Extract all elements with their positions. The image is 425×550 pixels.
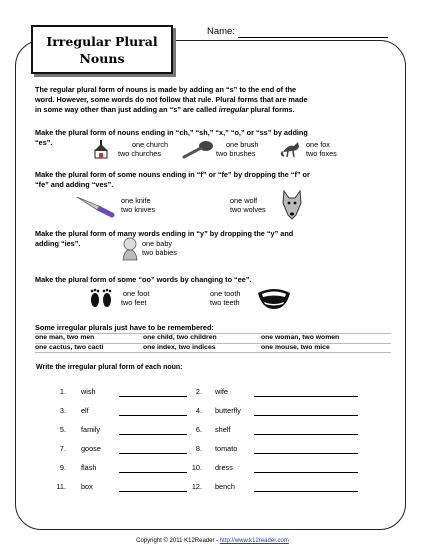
title-line-1: Irregular Plural — [46, 34, 158, 49]
rule-4-text: Make the plural form of some “oo” words by changing to “ee”. — [35, 275, 252, 284]
rule-2-text: Make the plural form of some nouns ending in “f” or “fe” by dropping the “f” or “fe” and adding “ves”. — [35, 170, 310, 189]
answer-blank[interactable] — [119, 491, 187, 492]
question-word: butterfly — [215, 406, 241, 415]
table-row: one man, two men one child, two children one woman, two women — [35, 333, 391, 343]
fox-icon — [280, 138, 302, 158]
question-number: 7. — [59, 444, 66, 453]
brush-icon — [182, 139, 214, 159]
intro-line-3: in some way other than just adding an “s” are called irregular plural forms. — [35, 105, 295, 114]
footer — [0, 538, 425, 544]
question-word: wish — [81, 387, 96, 396]
baby-icon — [120, 237, 140, 261]
answer-blank[interactable] — [254, 453, 358, 454]
answer-blank[interactable] — [119, 434, 187, 435]
question-word: dress — [215, 463, 233, 472]
intro-paragraph — [35, 85, 395, 115]
rule-1-text: Make the plural form of nouns ending in “ch,” “sh,” “x,” “o,” or “ss” by adding “es”. — [35, 128, 308, 147]
title-line-2: Nouns — [79, 51, 125, 66]
question-number: 1. — [59, 387, 66, 396]
question-number: 6. — [195, 425, 202, 434]
question-number: 8. — [195, 444, 202, 453]
question-word: wife — [215, 387, 228, 396]
table-row: one cactus, two cacti one index, two indices one mouse, two mice — [35, 343, 391, 354]
wolf-icon — [281, 189, 303, 221]
example-tooth: one tooth two teeth — [210, 289, 241, 307]
example-knife: one knife two knives — [121, 196, 156, 214]
question-number: 10. — [191, 463, 202, 472]
irregular-table — [35, 333, 391, 353]
name-field-line[interactable] — [238, 36, 388, 38]
example-brush: one brush two brushes — [216, 140, 259, 158]
question-number: 12. — [191, 482, 202, 491]
intro-line-1: The regular plural form of nouns is made by adding an “s” to the end of the — [35, 85, 297, 94]
example-fox: one fox two foxes — [306, 140, 337, 158]
feet-icon — [88, 287, 114, 309]
answer-blank[interactable] — [254, 415, 358, 416]
question-word: goose — [81, 444, 101, 453]
question-number: 4. — [195, 406, 202, 415]
example-baby: one baby two babies — [142, 239, 177, 257]
question-word: shelf — [215, 425, 231, 434]
example-foot: one foot two feet — [121, 289, 150, 307]
question-word: bench — [215, 482, 235, 491]
rule-3-text: Make the plural form of many words ending in “y” by dropping the “y” and adding “ies”. — [35, 229, 294, 248]
question-word: flash — [81, 463, 97, 472]
footer-link[interactable]: http://www.k12reader.com — [219, 538, 289, 544]
irregular-heading: Some irregular plurals just have to be remembered: — [35, 323, 214, 332]
irregular-emphasis: irregular — [218, 105, 249, 114]
answer-blank[interactable] — [119, 415, 187, 416]
knife-icon — [75, 193, 115, 219]
question-word: box — [81, 482, 93, 491]
exercise-instruction: Write the irregular plural form of each noun: — [36, 364, 183, 371]
question-number: 2. — [195, 387, 202, 396]
answer-blank[interactable] — [119, 472, 187, 473]
question-word: family — [81, 425, 101, 434]
answer-blank[interactable] — [119, 453, 187, 454]
teeth-icon — [256, 285, 292, 311]
question-number: 3. — [59, 406, 66, 415]
question-number: 5. — [59, 425, 66, 434]
answer-blank[interactable] — [254, 434, 358, 435]
example-wolf: one wolf two wolves — [230, 196, 266, 214]
question-number: 9. — [59, 463, 66, 472]
copyright-text: Copyright © 2011 K12Reader - — [136, 538, 220, 544]
answer-blank[interactable] — [254, 396, 358, 397]
intro-line-2: word. However, some words do not follow that rule. Plural forms that are made — [35, 95, 308, 104]
question-word: elf — [81, 406, 89, 415]
question-number: 11. — [56, 482, 66, 491]
answer-blank[interactable] — [254, 472, 358, 473]
answer-blank[interactable] — [254, 491, 358, 492]
answer-blank[interactable] — [119, 396, 187, 397]
worksheet-title — [31, 25, 173, 74]
name-label: Name: — [207, 26, 235, 37]
example-church: one church two churches — [118, 140, 169, 158]
question-word: tomato — [215, 444, 238, 453]
church-icon — [92, 140, 110, 160]
